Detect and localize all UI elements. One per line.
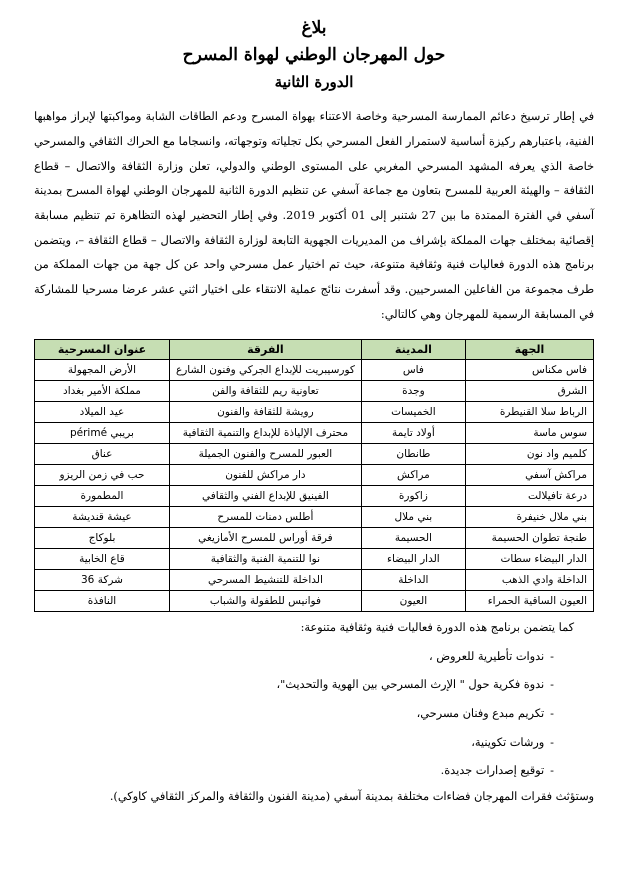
cell-city: الدار البيضاء bbox=[361, 548, 465, 569]
cell-city: العيون bbox=[361, 590, 465, 611]
table-row bbox=[35, 401, 594, 422]
dash-bullet: - bbox=[550, 707, 554, 721]
table-header-row bbox=[35, 339, 594, 359]
list-item bbox=[34, 729, 554, 758]
cell-play-title: حب في زمن الريزو bbox=[35, 464, 170, 485]
activity-text: تكريم مبدع وفنان مسرحي، bbox=[416, 707, 545, 721]
activity-text: توقيع إصدارات جديدة. bbox=[440, 764, 545, 778]
cell-troupe: أطلس دمنات للمسرح bbox=[169, 506, 361, 527]
header-troupe: الفرقة bbox=[169, 339, 361, 359]
table-row bbox=[35, 569, 594, 590]
cell-play-title: مملكة الأمير بغداد bbox=[35, 380, 170, 401]
cell-troupe: فوانيس للطفولة والشباب bbox=[169, 590, 361, 611]
selection-table bbox=[34, 339, 594, 612]
table-row bbox=[35, 464, 594, 485]
cell-city: فاس bbox=[361, 359, 465, 380]
table-row bbox=[35, 422, 594, 443]
cell-region: الدار البيضاء سطات bbox=[465, 548, 593, 569]
cell-troupe: رويشة للثقافة والفنون bbox=[169, 401, 361, 422]
intro-paragraph: في إطار ترسيخ دعائم الممارسة المسرحية وخاصة الاعتناء بهواة المسرح ودعم الطاقات الشابة ومواكبتها لإبراز مواهبها الفنية، باعتبارهم ركيزة أساسية لاستمرار الفعل المسرحي بكل تجلياته وتوجهاته، وانسجاما مع الحراك الثقافي والمسرحي خاصة الذي يعرفه المشهد المسرحي المغربي على المستوى الوطني والدولي، تعلن وزارة الثقافة والاتصال – قطاع الثقافة – والهيئة العربية للمسرح بتعاون مع جماعة آسفي عن تنظيم الدورة الثانية للمهرجان الوطني لهواة المسرح بمدينة آسفي في الفترة الممتدة ما بين 27 شتنبر إلى 01 أكتوبر 2019. وفي إطار التحضير لهذه التظاهرة تم تنظيم مسابقة إقصائية بمختلف جهات المملكة بإشراف من المديريات الجهوية التابعة لوزارة الثقافة والاتصال – قطاع الثقافة –، ويتضمن برنامج هذه الدورة فعاليات فنية وثقافية متنوعة، حيث تم اختيار عمل مسرحي واحد عن كل جهة من جهات المملكة من طرف مجموعة من الفاعلين المسرحيين. وقد أسفرت نتائج عملية الانتقاء على اختيار اثني عشر عرضا مسرحيا للمشاركة في المسابقة الرسمية للمهرجان وهي كالتالي: bbox=[34, 110, 594, 321]
table-row bbox=[35, 359, 594, 380]
cell-play-title: النافذة bbox=[35, 590, 170, 611]
cell-play-title: بريبي périmé bbox=[35, 422, 170, 443]
document-subtitle: حول المهرجان الوطني لهواة المسرح bbox=[182, 45, 446, 66]
cell-region: مراكش آسفي bbox=[465, 464, 593, 485]
cell-city: وجدة bbox=[361, 380, 465, 401]
document-title: بلاغ bbox=[301, 18, 327, 38]
activity-text: ندوة فكرية حول " الإرث المسرحي بين الهوية والتحديث"، bbox=[276, 678, 545, 692]
cell-troupe: تعاونية ريم للثقافة والفن bbox=[169, 380, 361, 401]
cell-city: طانطان bbox=[361, 443, 465, 464]
cell-play-title: بلوكاج bbox=[35, 527, 170, 548]
table-row bbox=[35, 380, 594, 401]
list-item bbox=[34, 757, 554, 786]
header-play-title: عنوان المسرحية bbox=[35, 339, 170, 359]
cell-troupe: دار مراكش للفنون bbox=[169, 464, 361, 485]
activities-intro: كما يتضمن برنامج هذه الدورة فعاليات فنية وثقافية متنوعة: bbox=[300, 620, 574, 634]
activity-text: ورشات تكوينية، bbox=[471, 735, 545, 749]
cell-region: الشرق bbox=[465, 380, 593, 401]
edition-heading: الدورة الثانية bbox=[274, 72, 354, 91]
table-row bbox=[35, 485, 594, 506]
cell-region: الداخلة وادي الذهب bbox=[465, 569, 593, 590]
table-row bbox=[35, 527, 594, 548]
list-item bbox=[34, 671, 554, 700]
cell-troupe: محترف الإلياذة للإبداع والتنمية الثقافية bbox=[169, 422, 361, 443]
list-item bbox=[34, 643, 554, 672]
cell-troupe: كورسيبريت للإبداع الجركي وفنون الشارع bbox=[169, 359, 361, 380]
dash-bullet: - bbox=[550, 678, 554, 692]
cell-troupe: العبور للمسرح والفنون الجميلة bbox=[169, 443, 361, 464]
closing-paragraph: وستؤثث فقرات المهرجان فضاءات مختلفة بمدينة آسفي (مدينة الفنون والثقافة والمركز الثقافي كاوكي). bbox=[109, 789, 594, 803]
cell-region: درعة تافيلالت bbox=[465, 485, 593, 506]
cell-play-title: قاع الخابية bbox=[35, 548, 170, 569]
cell-city: مراكش bbox=[361, 464, 465, 485]
table-row bbox=[35, 506, 594, 527]
table-row bbox=[35, 590, 594, 611]
cell-region: الرباط سلا القنيطرة bbox=[465, 401, 593, 422]
table-row bbox=[35, 443, 594, 464]
table-row bbox=[35, 548, 594, 569]
dash-bullet: - bbox=[550, 735, 554, 749]
cell-city: بني ملال bbox=[361, 506, 465, 527]
activity-text: ندوات تأطيرية للعروض ، bbox=[429, 649, 545, 663]
cell-play-title: عيشة قنديشة bbox=[35, 506, 170, 527]
cell-troupe: الداخلة للتنشيط المسرحي bbox=[169, 569, 361, 590]
cell-city: الداخلة bbox=[361, 569, 465, 590]
cell-troupe: فرقة أوراس للمسرح الأمازيغي bbox=[169, 527, 361, 548]
cell-play-title: المطمورة bbox=[35, 485, 170, 506]
cell-region: سوس ماسة bbox=[465, 422, 593, 443]
cell-region: فاس مكناس bbox=[465, 359, 593, 380]
cell-city: زاكورة bbox=[361, 485, 465, 506]
list-item bbox=[34, 700, 554, 729]
cell-play-title: الأرض المجهولة bbox=[35, 359, 170, 380]
cell-troupe: نوا للتنمية الفنية والثقافية bbox=[169, 548, 361, 569]
cell-play-title: شركة 36 bbox=[35, 569, 170, 590]
dash-bullet: - bbox=[550, 649, 554, 663]
cell-region: بني ملال خنيفرة bbox=[465, 506, 593, 527]
cell-play-title: عناق bbox=[35, 443, 170, 464]
cell-play-title: عيد الميلاد bbox=[35, 401, 170, 422]
cell-city: الخميسات bbox=[361, 401, 465, 422]
cell-region: العيون الساقية الحمراء bbox=[465, 590, 593, 611]
cell-troupe: الفينيق للإبداع الفني والثقافي bbox=[169, 485, 361, 506]
cell-region: كلميم واد نون bbox=[465, 443, 593, 464]
header-region: الجهة bbox=[465, 339, 593, 359]
cell-region: طنجة تطوان الحسيمة bbox=[465, 527, 593, 548]
header-city: المدينة bbox=[361, 339, 465, 359]
cell-city: الحسيمة bbox=[361, 527, 465, 548]
activities-list bbox=[34, 643, 594, 786]
dash-bullet: - bbox=[550, 764, 554, 778]
cell-city: أولاد تايمة bbox=[361, 422, 465, 443]
